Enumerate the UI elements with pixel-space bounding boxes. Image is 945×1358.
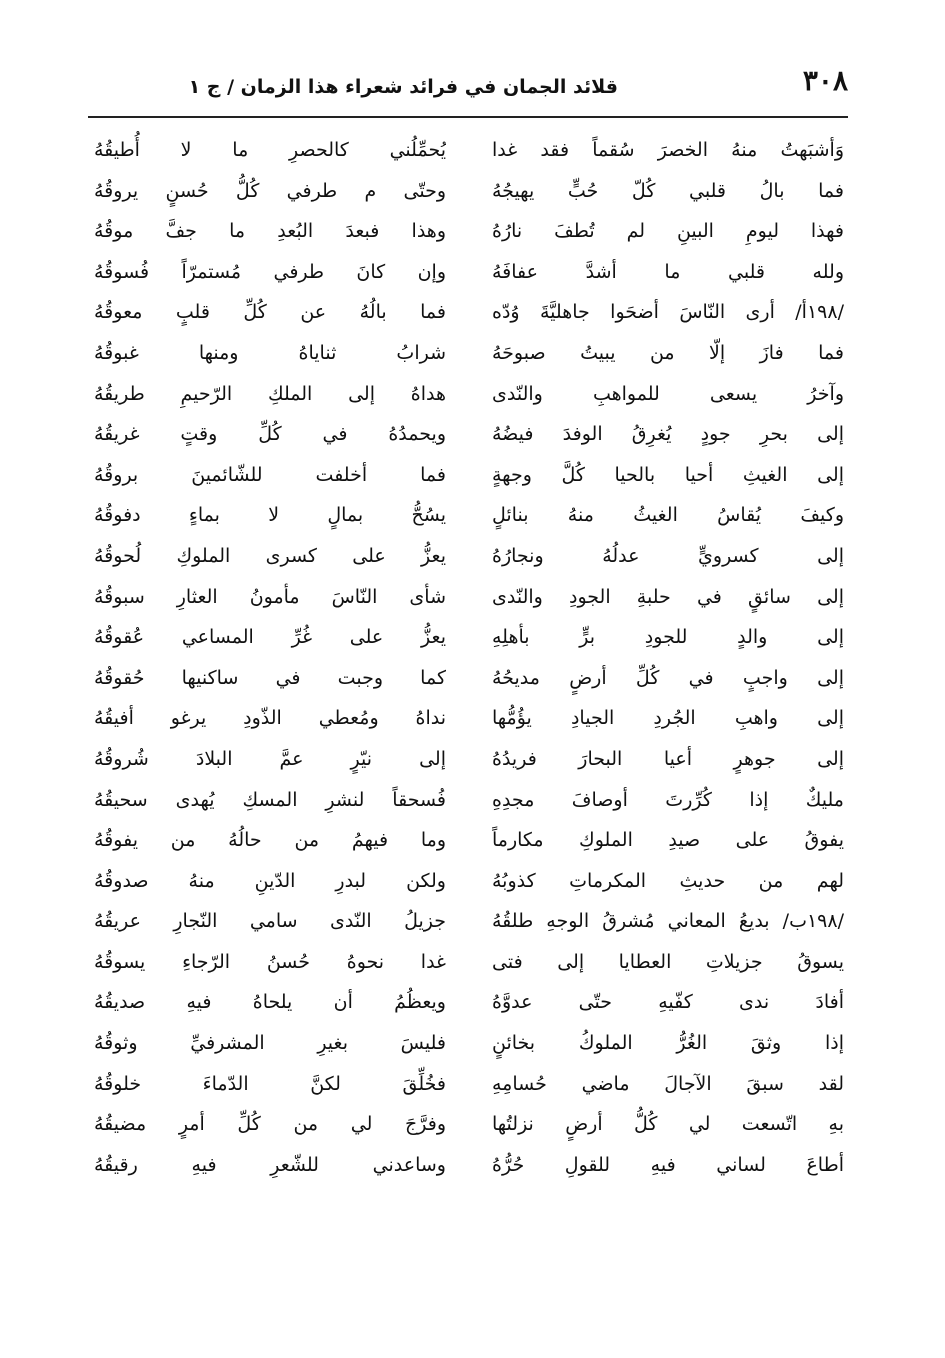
verse-line: وحتّى م طرفي كُلُّ حُسنٍ يروقُهُ	[94, 179, 446, 202]
verse-line: إلى واهبِ الجُردِ الجيادِ يؤُمُّها	[492, 707, 844, 730]
verse-line: فما فازَ إلّا من يبيتُ صبوحَهُ	[492, 341, 844, 364]
verse-line: إلى جوهرٍ أعيا البحارَ فريدُهُ	[492, 747, 844, 770]
verse-line: لقد سبقَ الآجالَ ماضي حُسامِهِ	[492, 1072, 844, 1095]
verse-line: فخُلِّقَ لكنَّ الدّماءَ خلوقُهُ	[94, 1072, 446, 1095]
verse-line: فما بالُهُ عن كُلِّ قلبٍ معوقُهُ	[94, 301, 446, 324]
verse-line: وساعدني للشّعرِ فيهِ رقيقُهُ	[94, 1153, 446, 1176]
verse-line: إلى نيّرٍ عمَّ البلادَ شُروقُهُ	[94, 747, 446, 770]
verse-line: وَأشبَهتُ منهُ الخصرَ سُقماً فقد غدا	[492, 139, 844, 161]
page-number: ٣٠٨	[802, 64, 848, 97]
verse-line: يسُحُّ بمالٍ لا بماءٍ دفوقُهُ	[94, 504, 446, 527]
verse-line: هداهُ إلى الملكِ الرّحيمِ طريقُهُ	[94, 382, 446, 405]
verse-column-second-hemistich	[94, 130, 446, 1310]
verse-line: وكيفَ يُقاسُ الغيثُ منهُ بنائلٍ	[492, 504, 844, 527]
verse-line: /١٩٨أ/ أرى النّاسَ أضحَوا جاهليَّةَ وُدّه	[492, 301, 844, 324]
verse-line: أفادَ ندى كفّيهِ حتّى عدوَّهُ	[492, 991, 844, 1014]
verse-line: يعزُّ على كسرى الملوكِ لُحوقُهُ	[94, 544, 446, 567]
verse-line: إلى والدٍ للجودِ برٍّ بأهلِهِ	[492, 626, 844, 649]
verse-line: فليسَ بغيرِ المشرفيِّ وثوقُهُ	[94, 1032, 446, 1055]
verse-line: وفرَّجَ لي من كُلِّ أمرٍ مضيقُهُ	[94, 1113, 446, 1136]
verse-line: فُسحقاً لنشرِ المسكِ يُهدى سحيقُهُ	[94, 788, 446, 811]
verse-line: إلى سائقٍ في حلبةِ الجودِ والنّدى	[492, 585, 844, 608]
verse-line: أطاعَ لساني فيهِ للقولِ حُرُّهُ	[492, 1153, 844, 1176]
verse-line: شأى النّاسَ مأمونُ العثارِ سبوقُهُ	[94, 585, 446, 608]
verse-line: نداهُ ومُعطي الذّودِ يرغو أفيقُهُ	[94, 707, 446, 730]
verse-line: إذا وثقَ الغُرُّ الملوكُ بخائنٍ	[492, 1032, 844, 1055]
verse-line: كما وجبت في ساكنيها حُقوقُهُ	[94, 666, 446, 689]
verse-line: ولكن لبدرِ الدّينِ منهُ صدوقُهُ	[94, 869, 446, 892]
verse-line: وما فيهمُ من حالُهُ من يفوقُهُ	[94, 829, 446, 852]
verse-line: وهذا فبعدَ البُعدِ ما جفَّ موقُهُ	[94, 220, 446, 243]
verse-line: إلى بحرِ جودٍ يُغرِقُ الوفدَ فيضُهُ	[492, 423, 844, 446]
verse-line: وآخرُ يسعى للمواهبِ والنّدى	[492, 382, 844, 405]
verse-column-first-hemistich	[492, 130, 844, 1310]
verse-line: يُحمِّلُني كالحصرِ ما لا أُطيقُهُ	[94, 139, 446, 161]
verse-line: يعزُّ على غُرِّ المساعي عُقوقُهُ	[94, 626, 446, 649]
verse-line: يسوقُ جزيلاتِ العطايا إلى فتى	[492, 950, 844, 973]
header-rule	[88, 116, 848, 118]
verse-line: شرابُ ثناياهُ ومنها غبوقُهُ	[94, 341, 446, 364]
verse-line: إلى كسرويٍّ عدلُهُ ونجارُهُ	[492, 544, 844, 567]
verse-line: إلى الغيثِ أحيا بالحيا كُلَّ وجهةٍ	[492, 463, 844, 486]
verse-line: ولله قلبي ما أشدَّ عفافَهُ	[492, 260, 844, 283]
verse-line: جزيلُ النّدى سامي النّجارِ عريقُهُ	[94, 910, 446, 933]
verse-line: /١٩٨ب/ بديعُ المعاني مُشرقُ الوجهِ طلقُهُ	[492, 910, 844, 933]
verse-line: ويعظُمُ أن يلحاهُ فيهِ صديقُهُ	[94, 991, 446, 1014]
verse-line: لهم من حديثِ المكرماتِ كذوبُهُ	[492, 869, 844, 892]
verse-line: ويحمدُهُ في كُلِّ وقتٍ غريقُهُ	[94, 423, 446, 446]
page-header	[88, 62, 848, 110]
verse-line: مليكٌ إذا كُرِّرتَ أوصافَ مجدِهِ	[492, 788, 844, 811]
verse-line: يفوقُ على صيدِ الملوكِ مكارماً	[492, 829, 844, 852]
verse-line: وإن كانَ طرفي مُستمرّاً فُسوقُهُ	[94, 260, 446, 283]
verse-line: بهِ اتّسعت لي كُلُّ أرضٍ نزلتُها	[492, 1113, 844, 1136]
verse-line: فما أخلفت للشّائمينَ بروقُهُ	[94, 463, 446, 486]
verse-line: فما بالُ قلبي كُلّ حُبٍّ يهيجُهُ	[492, 179, 844, 202]
running-title: قلائد الجمان في فرائد شعراء هذا الزمان / ج ١	[188, 76, 618, 98]
verse-line: فهذا ليومِ البينِ لم تُطفَ نارُهُ	[492, 220, 844, 243]
verse-line: غدا نحوهُ حُسنُ الرّجاءِ يسوقُهُ	[94, 950, 446, 973]
verse-line: إلى واجبٍ في كُلِّ أرضٍ مديحُهُ	[492, 666, 844, 689]
